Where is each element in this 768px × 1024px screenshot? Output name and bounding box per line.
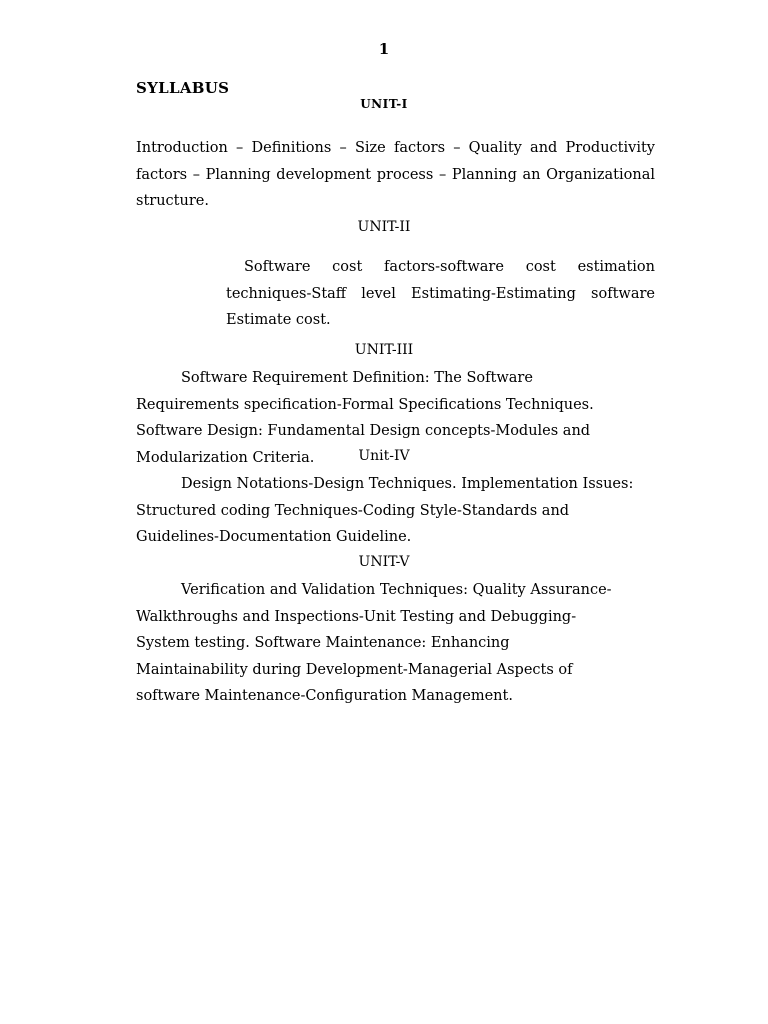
unit-4-heading: Unit-IV — [358, 448, 410, 464]
unit-4-body: Design Notations-Design Techniques. Implementation Issues: Structured coding Techniques-Coding Style-Standards and Guidelines-Documentation Guideline. — [136, 476, 634, 546]
unit-2-body: Software cost factors-software cost estimation techniques-Staff level Estimating-Estimating software Estimate cost. — [226, 259, 655, 329]
unit-3-body: Software Requirement Definition: The Software Requirements specification-Formal Specifications Techniques. Software Design: Fundamental Design concepts-Modules and Modularization Criteria. — [136, 370, 594, 466]
page-number: 1 — [378, 40, 390, 58]
unit-1-heading: UNIT-I — [360, 97, 408, 111]
unit-1-body: Introduction – Definitions – Size factors – Quality and Productivity factors – Planning development process – Planning an Organizational structure. — [136, 140, 655, 210]
syllabus-title: SYLLABUS — [136, 79, 230, 97]
unit-5-heading: UNIT-V — [358, 554, 410, 570]
unit-2-heading: UNIT-II — [357, 219, 411, 235]
unit-5-body: Verification and Validation Techniques: Quality Assurance-Walkthroughs and Inspections-Unit Testing and Debugging-System testing. Software Maintenance: Enhancing Maintainability during Development-Managerial Aspects of software Maintenance-Configuration Management. — [136, 582, 612, 705]
unit-3-heading: UNIT-III — [354, 342, 414, 358]
